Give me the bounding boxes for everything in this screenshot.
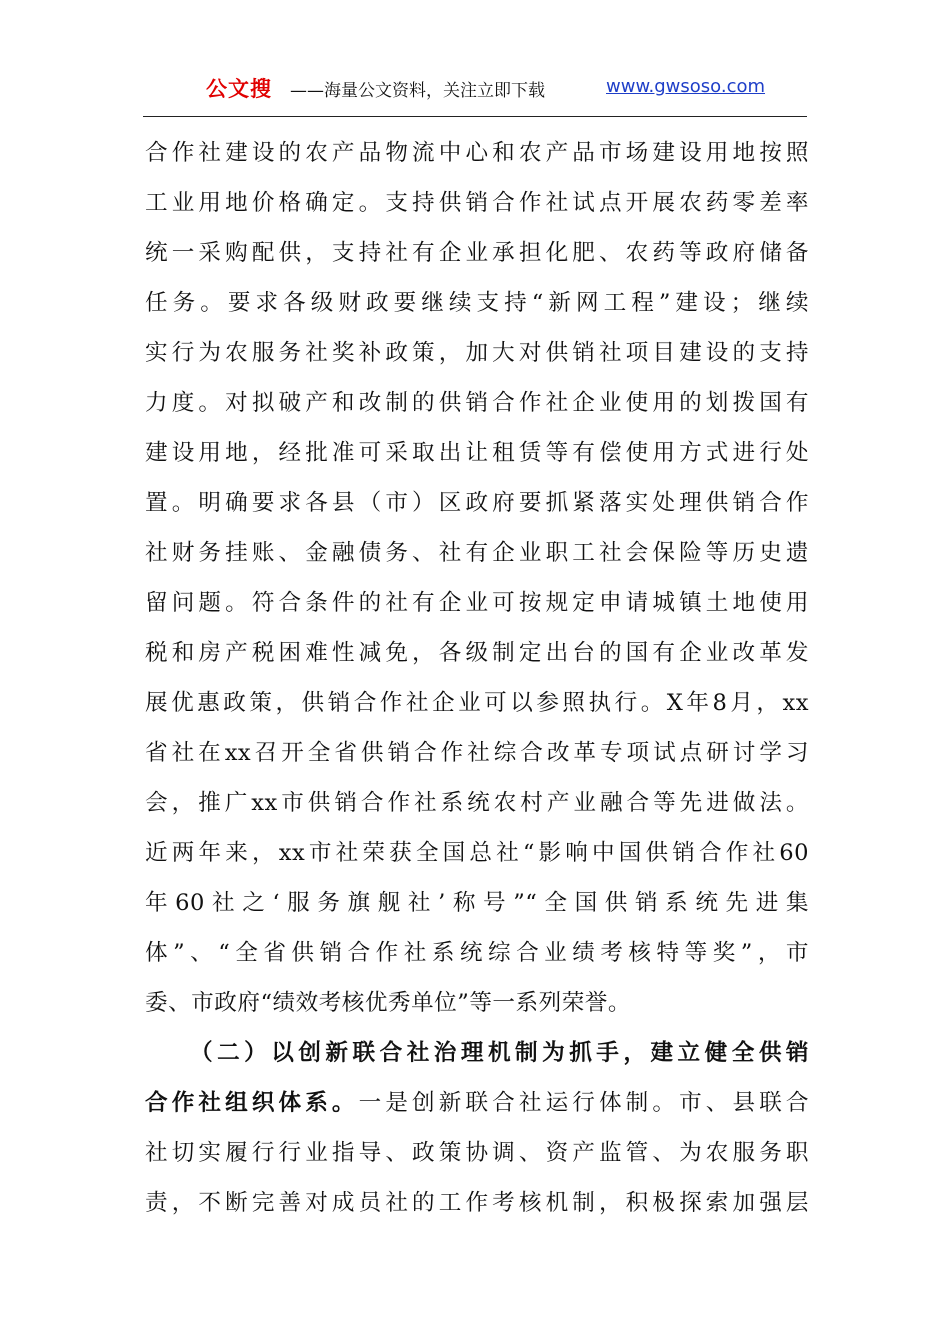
body-line: 社财务挂账、金融债务、社有企业职工社会保险等历史遗 [145, 540, 809, 566]
page-header [143, 66, 807, 110]
body-line: 实行为农服务社奖补政策，加大对供销社项目建设的支持 [145, 340, 809, 366]
body-line: 责，不断完善对成员社的工作考核机制，积极探索加强层 [145, 1190, 809, 1216]
section-heading-continuation [145, 1078, 809, 1128]
body-line: 省社在xx召开全省供销合作社综合改革专项试点研讨学习 [145, 740, 809, 766]
body-line: 建设用地，经批准可采取出让租赁等有偿使用方式进行处 [145, 440, 809, 466]
section-heading-bold-part: 合作社组织体系。 [145, 1090, 359, 1116]
section-heading: （二）以创新联合社治理机制为抓手，建立健全供销 [190, 1040, 809, 1066]
body-line: 工业用地价格确定。支持供销合作社试点开展农药零差率 [145, 190, 809, 216]
body-line: 社切实履行行业指导、政策协调、资产监管、为农服务职 [145, 1140, 809, 1166]
body-line: 近两年来，xx市社荣获全国总社“影响中国供销合作社60 [145, 840, 809, 866]
body-line: 年60社之‘服务旗舰社’称号”“全国供销系统先进集 [145, 890, 809, 916]
body-line: 会，推广xx市供销合作社系统农村产业融合等先进做法。 [145, 790, 809, 816]
document-body [145, 128, 809, 1228]
body-line: 税和房产税困难性减免，各级制定出台的国有企业改革发 [145, 640, 809, 666]
body-line: 任务。要求各级财政要继续支持“新网工程”建设；继续 [145, 290, 809, 316]
body-line: 体”、“全省供销合作社系统综合业绩考核特等奖”，市 [145, 940, 809, 966]
body-line: 留问题。符合条件的社有企业可按规定申请城镇土地使用 [145, 590, 809, 616]
body-line: 展优惠政策，供销合作社企业可以参照执行。X年8月，xx [145, 690, 809, 716]
section-heading-rest: 一是创新联合社运行体制。市、县联合 [358, 1090, 810, 1116]
body-line: 合作社建设的农产品物流中心和农产品市场建设用地按照 [145, 140, 809, 166]
body-line: 委、市政府“绩效考核优秀单位”等一系列荣誉。 [145, 990, 631, 1016]
body-line: 力度。对拟破产和改制的供销合作社企业使用的划拨国有 [145, 390, 809, 416]
header-divider [143, 116, 807, 117]
body-line: 置。明确要求各县（市）区政府要抓紧落实处理供销合作 [145, 490, 809, 516]
brand-logo-text: 公文搜 [206, 77, 272, 101]
header-tagline: ——海量公文资料，关注立即下载 [290, 81, 545, 101]
body-line: 统一采购配供，支持社有企业承担化肥、农药等政府储备 [145, 240, 809, 266]
site-link[interactable]: www.gwsoso.com [606, 76, 766, 97]
